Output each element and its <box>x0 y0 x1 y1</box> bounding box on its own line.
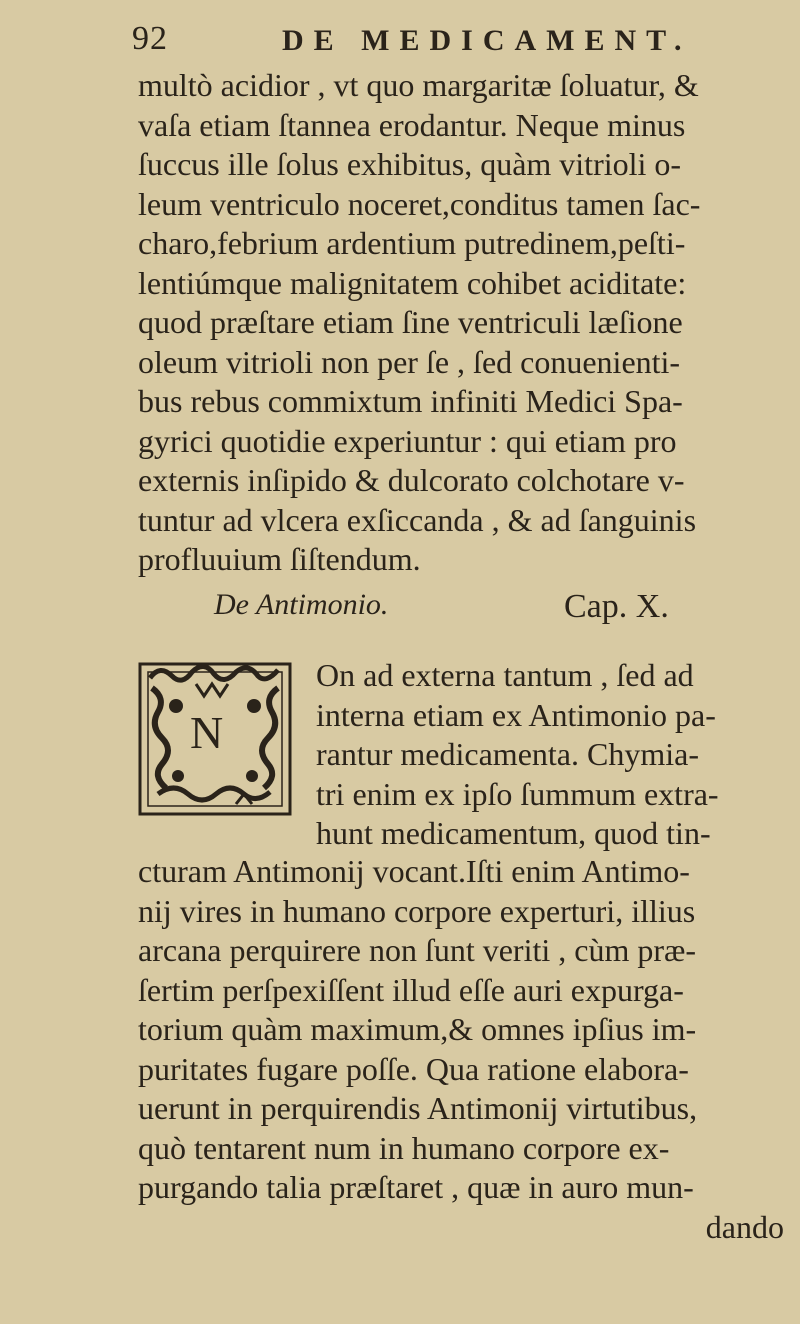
text-line: charo,febrium ardentium putredinem,peſti- <box>138 225 686 261</box>
text-line: lentiúmque malignitatem cohibet aciditate: <box>138 264 687 301</box>
text-line: leum ventriculo noceret,conditus tamen ſac- <box>138 185 701 222</box>
text-line: multò acidior , vt quo margaritæ ſoluatur, & <box>138 67 699 103</box>
text-line: arcana perquirere non ſunt veriti , cùm præ- <box>138 932 696 968</box>
text-line: tri enim ex ipſo ſummum extra- <box>316 775 719 812</box>
text-line: externis inſipido & dulcorato colchotare v- <box>138 462 685 498</box>
text-line: rantur medicamenta. Chymia- <box>316 736 699 772</box>
text-line: interna etiam ex Antimonio pa- <box>316 696 716 733</box>
text-line: torium quàm maximum,& omnes ipſius im- <box>138 1011 697 1047</box>
text-line: tuntur ad vlcera exſiccanda , & ad ſanguinis <box>138 501 697 538</box>
page-number: 92 <box>132 20 168 57</box>
paragraph-1 <box>138 66 788 580</box>
text-line: gyrici quotidie experiuntur : qui etiam pro <box>138 422 677 459</box>
text-line: profluuium ſiſtendum. <box>138 541 421 577</box>
chapter-number: Cap. X. <box>564 588 669 625</box>
chapter-heading <box>214 588 714 632</box>
chapter-title: De Antimonio. <box>214 588 389 621</box>
decorated-initial-icon <box>136 654 300 826</box>
text-line: uerunt in perquirendis Antimonij virtutibus, <box>138 1090 698 1126</box>
running-head <box>132 16 772 60</box>
text-line: quò tentarent num in humano corpore ex- <box>138 1129 670 1166</box>
text-line: vaſa etiam ſtannea erodantur. Neque minus <box>138 106 686 143</box>
text-line: puritates fugare poſſe. Qua ratione elabora- <box>138 1050 689 1087</box>
catchword: dando <box>705 1208 784 1245</box>
text-line: quod præſtare etiam ſine ventriculi læſione <box>138 304 683 340</box>
text-line: bus rebus commixtum infiniti Medici Spa- <box>138 383 683 419</box>
text-line: ſertim perſpexiſſent illud eſſe auri expurga- <box>138 971 684 1008</box>
paragraph-2-indented <box>316 656 796 854</box>
running-title: DE MEDICAMENT. <box>282 24 692 57</box>
text-line: purgando talia præſtaret , quæ in auro mun- <box>138 1169 694 1205</box>
text-line: hunt medicamentum, quod tin- <box>316 815 711 851</box>
text-line: nij vires in humano corpore experturi, illius <box>138 892 696 929</box>
text-line: cturam Antimonij vocant.Iſti enim Antimo- <box>138 853 690 889</box>
text-line: On ad externa tantum , ſed ad <box>316 657 694 693</box>
paragraph-2 <box>138 852 788 1247</box>
text-line: oleum vitrioli non per ſe , ſed conuenienti- <box>138 343 681 380</box>
initial-letter: N <box>190 707 224 758</box>
text-line: ſuccus ille ſolus exhibitus, quàm vitrioli o- <box>138 146 682 182</box>
